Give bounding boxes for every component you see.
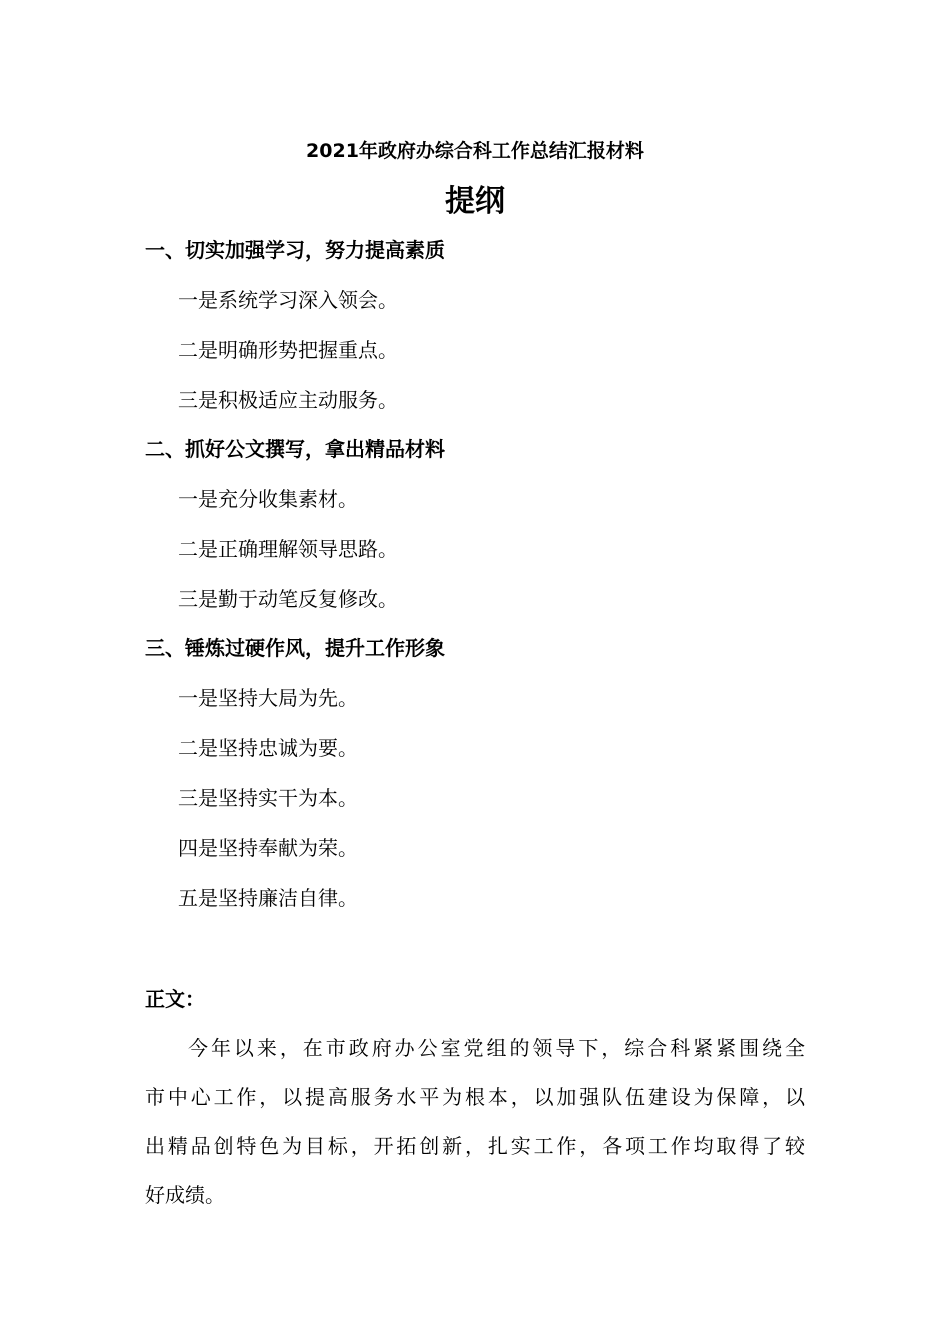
outline-item: 三是勤于动笔反复修改。 [178,587,398,611]
outline-item: 五是坚持廉洁自律。 [178,886,358,910]
outline-item: 二是坚持忠诚为要。 [178,736,358,760]
section-heading-3: 三、锤炼过硬作风，提升工作形象 [145,636,445,660]
outline-item: 四是坚持奉献为荣。 [178,836,358,860]
body-paragraph-line: 好成绩。 [145,1183,225,1207]
body-label: 正文： [145,987,205,1011]
document-title: 2021年政府办综合科工作总结汇报材料 [306,140,644,162]
body-paragraph-line: 出精品创特色为目标，开拓创新，扎实工作，各项工作均取得了较 [145,1134,805,1158]
outline-item: 三是积极适应主动服务。 [178,388,398,412]
section-heading-1: 一、切实加强学习，努力提高素质 [145,238,445,262]
outline-item: 二是明确形势把握重点。 [178,338,398,362]
body-paragraph-line: 今年以来，在市政府办公室党组的领导下，综合科紧紧围绕全 [188,1036,805,1060]
outline-item: 三是坚持实干为本。 [178,786,358,810]
outline-item: 二是正确理解领导思路。 [178,537,398,561]
section-heading-2: 二、抓好公文撰写，拿出精品材料 [145,437,445,461]
outline-heading: 提纲 [445,184,505,219]
outline-item: 一是充分收集素材。 [178,487,358,511]
outline-item: 一是坚持大局为先。 [178,686,358,710]
outline-item: 一是系统学习深入领会。 [178,288,398,312]
body-paragraph-line: 市中心工作，以提高服务水平为根本，以加强队伍建设为保障，以 [145,1085,805,1109]
